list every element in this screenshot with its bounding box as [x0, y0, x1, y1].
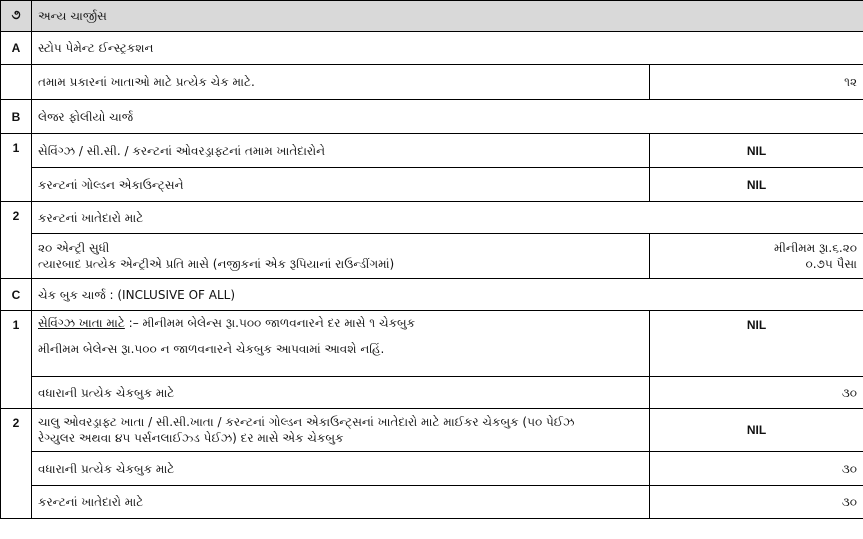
section-b-item2-amount1: મીનીમમ રૂા.૬.૨૦: [774, 241, 857, 255]
section-c-item1-row: [1, 311, 863, 377]
section-c-item2-desc: [32, 409, 650, 452]
section-c-item2-row: [1, 409, 863, 452]
section-c-item2-extra-row: [1, 452, 863, 486]
section-a-label: A: [1, 32, 32, 65]
section-c-item1-extra-row: [1, 377, 863, 409]
section-7-row: [1, 1, 863, 32]
section-c-label: C: [1, 279, 32, 311]
section-c-item2-desc2: રેગ્યુલર અથવા ૪૫ પર્સનલાઈઝ્ડ પેઈઝ) દર માસે એક ચેકબુક: [38, 431, 344, 445]
section-c-item1-value: NIL: [650, 311, 863, 377]
section-c-item1-desc2: મીનીમમ બેલેન્સ રૂા.૫૦૦ ન જાળવનારને ચેકબુક આપવામાં આવશે નહિં.: [38, 342, 385, 356]
section-b-item2-row: [1, 202, 863, 234]
section-b-title: લેજર ફોલીયો ચાર્જ: [32, 100, 863, 134]
section-b-item1-row: [1, 134, 863, 168]
section-b-item2-number: 2: [1, 202, 32, 279]
section-c-item1-desc: [32, 311, 650, 377]
section-b-item2-amount2: ૦.૭૫ પૈસા: [805, 257, 857, 271]
section-b-item2-desc: કરન્ટનાં ખાતેદારો માટે: [32, 202, 863, 234]
section-b-label: B: [1, 100, 32, 134]
section-a-row: [1, 32, 863, 65]
section-c-item2-value: NIL: [650, 409, 863, 452]
section-b-item2-sub1: ૨૦ એન્ટ્રી સુધી: [38, 241, 110, 255]
section-c-item1-desc-underlined: સેવિંગ્ઝ ખાતા માટે: [38, 316, 125, 330]
section-c-row: [1, 279, 863, 311]
section-a-title: સ્ટોપ પેમેન્ટ ઈન્સ્ટ્રકશન: [32, 32, 863, 65]
section-c-item1-extra-amount: ૩૦: [650, 377, 863, 409]
section-c-item2-desc1: ચાલુ ઓવરડ્રાફ્ટ ખાતા / સી.સી.ખાતા / કરન્ટનાં ગોલ્ડન એકાઉન્ટ્સનાં ખાતેદારો માટે માઈકર ચેકબુક (૫૦ પેઈઝ: [38, 415, 575, 429]
section-c-item2-extra-amount: ૩૦: [650, 452, 863, 486]
section-b-item2-amounts: [650, 234, 863, 279]
section-a-item-row: [1, 65, 863, 100]
section-b-item2-sub-row: [1, 234, 863, 279]
section-b-row: [1, 100, 863, 134]
section-b-item2-sub2: ત્યારબાદ પ્રત્યેક એન્ટ્રીએ પ્રતિ માસે (નજીકનાં એક રૂપિયાનાં રાઉન્ડીંગમાં): [38, 257, 395, 271]
section-c-title: ચેક બુક ચાર્જ : (INCLUSIVE OF ALL): [32, 279, 863, 311]
section-a-item-amount: ૧૨: [650, 65, 863, 100]
section-b-item1-desc1: સેવિંગ્ઝ / સી.સી. / કરન્ટનાં ઓવરડ્રાફ્ટનાં તમામ ખાતેદારોને: [32, 134, 650, 168]
section-b-item1-value2: NIL: [650, 168, 863, 202]
section-a-item-desc: તમામ પ્રકારનાં ખાતાઓ માટે પ્રત્યેક ચેક માટે.: [32, 65, 650, 100]
section-c-item2-current-row: [1, 486, 863, 519]
section-c-item2-current-amount: ૩૦: [650, 486, 863, 519]
empty-cell: [1, 65, 32, 100]
section-c-item1-extra-desc: વધારાની પ્રત્યેક ચેકબુક માટે: [32, 377, 650, 409]
section-b-item1-value1: NIL: [650, 134, 863, 168]
section-b-item1-desc2: કરન્ટનાં ગોલ્ડન એકાઉન્ટ્સને: [32, 168, 650, 202]
section-7-title: અન્ય ચાર્જીસ: [32, 1, 863, 32]
section-c-item1-number: 1: [1, 311, 32, 409]
section-c-item2-number: 2: [1, 409, 32, 519]
section-c-item2-extra-desc: વધારાની પ્રત્યેક ચેકબુક માટે: [32, 452, 650, 486]
section-b-item1-number: 1: [1, 134, 32, 202]
section-c-item1-desc-rest: :– મીનીમમ બેલેન્સ રૂા.૫૦૦ જાળવનારને દર માસે ૧ ચેકબુક: [124, 316, 416, 330]
section-7-number: ૭: [1, 1, 32, 32]
section-c-item2-current-desc: કરન્ટનાં ખાતેદારો માટે: [32, 486, 650, 519]
section-b-item2-subs: [32, 234, 650, 279]
section-b-item1-row2: [1, 168, 863, 202]
